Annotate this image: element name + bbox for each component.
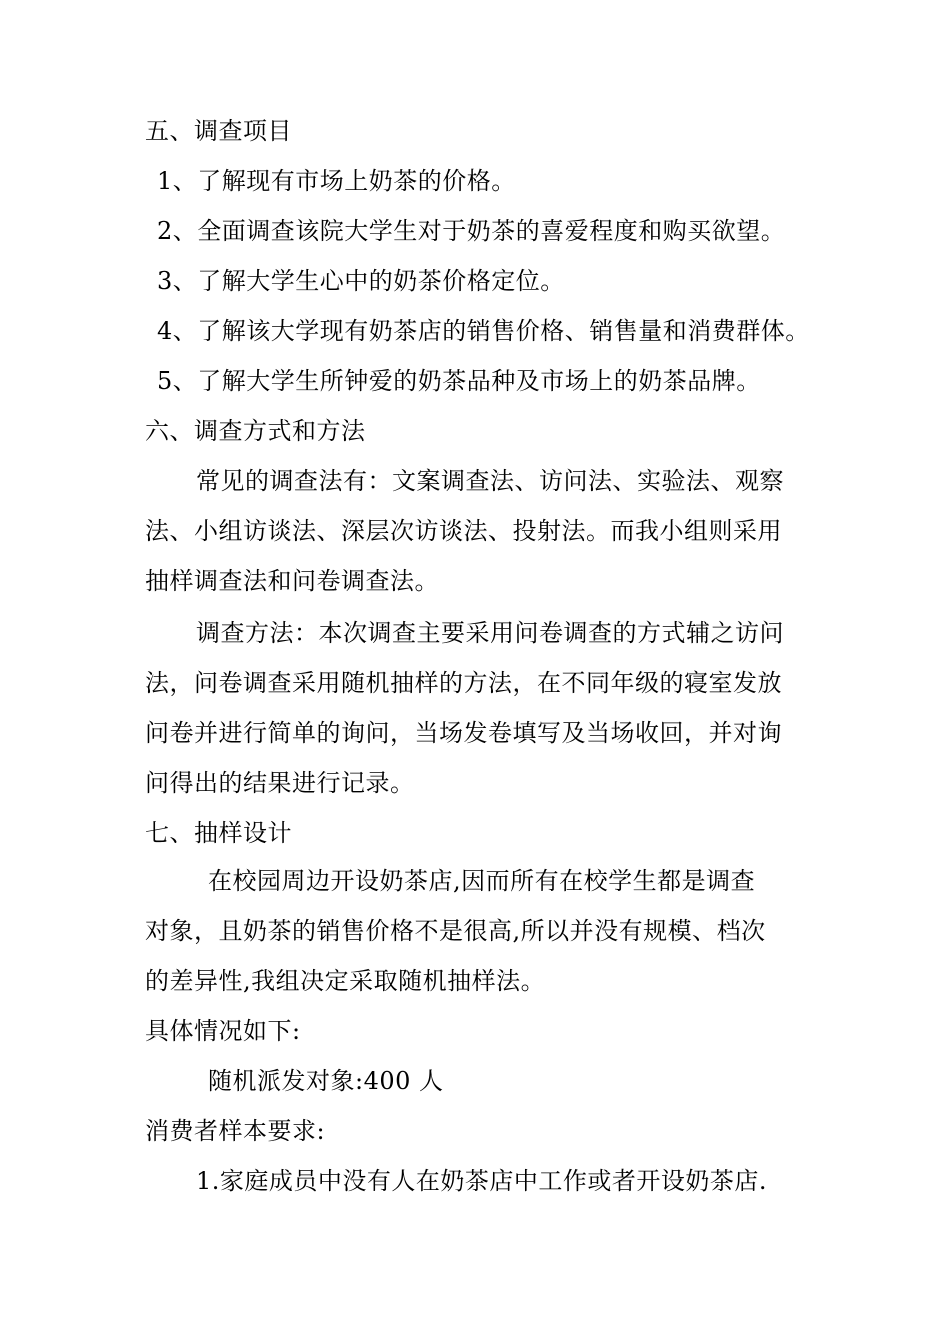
section-5-item-1: 1、了解现有市场上奶茶的价格。 — [157, 167, 516, 195]
section-6-para-1-line-3: 抽样调查法和问卷调查法。 — [145, 567, 439, 595]
requirements-label: 消费者样本要求: — [145, 1117, 326, 1145]
section-7-para-1-line-1: 在校园周边开设奶茶店,因而所有在校学生都是调查 — [208, 867, 756, 895]
section-7-para-1-line-3: 的差异性,我组决定采取随机抽样法。 — [145, 967, 546, 995]
section-6-para-2-line-3: 问卷并进行简单的询问，当场发卷填写及当场收回，并对询 — [145, 719, 782, 747]
section-7-heading: 七、抽样设计 — [145, 819, 292, 847]
section-6-para-2-line-1: 调查方法：本次调查主要采用问卷调查的方式辅之访问 — [196, 619, 784, 647]
section-5-item-3: 3、了解大学生心中的奶茶价格定位。 — [157, 267, 565, 295]
section-5-item-2: 2、全面调查该院大学生对于奶茶的喜爱程度和购买欲望。 — [157, 217, 786, 245]
requirement-item-1: 1.家庭成员中没有人在奶茶店中工作或者开设奶茶店. — [196, 1167, 768, 1195]
section-6-para-2-line-2: 法，问卷调查采用随机抽样的方法，在不同年级的寝室发放 — [145, 669, 782, 697]
section-6-heading: 六、调查方式和方法 — [145, 417, 366, 445]
section-7-para-1-line-2: 对象，且奶茶的销售价格不是很高,所以并没有规模、档次 — [145, 917, 766, 945]
section-5-item-4: 4、了解该大学现有奶茶店的销售价格、销售量和消费群体。 — [157, 317, 810, 345]
section-5-heading: 五、调查项目 — [145, 117, 292, 145]
sample-size-line: 随机派发对象:400 人 — [208, 1067, 444, 1095]
details-label: 具体情况如下: — [145, 1017, 301, 1045]
section-5-item-5: 5、了解大学生所钟爱的奶茶品种及市场上的奶茶品牌。 — [157, 367, 761, 395]
section-6-para-1-line-2: 法、小组访谈法、深层次访谈法、投射法。而我小组则采用 — [145, 517, 782, 545]
section-6-para-2-line-4: 问得出的结果进行记录。 — [145, 769, 415, 797]
section-6-para-1-line-1: 常见的调查法有：文案调查法、访问法、实验法、观察 — [196, 467, 784, 495]
